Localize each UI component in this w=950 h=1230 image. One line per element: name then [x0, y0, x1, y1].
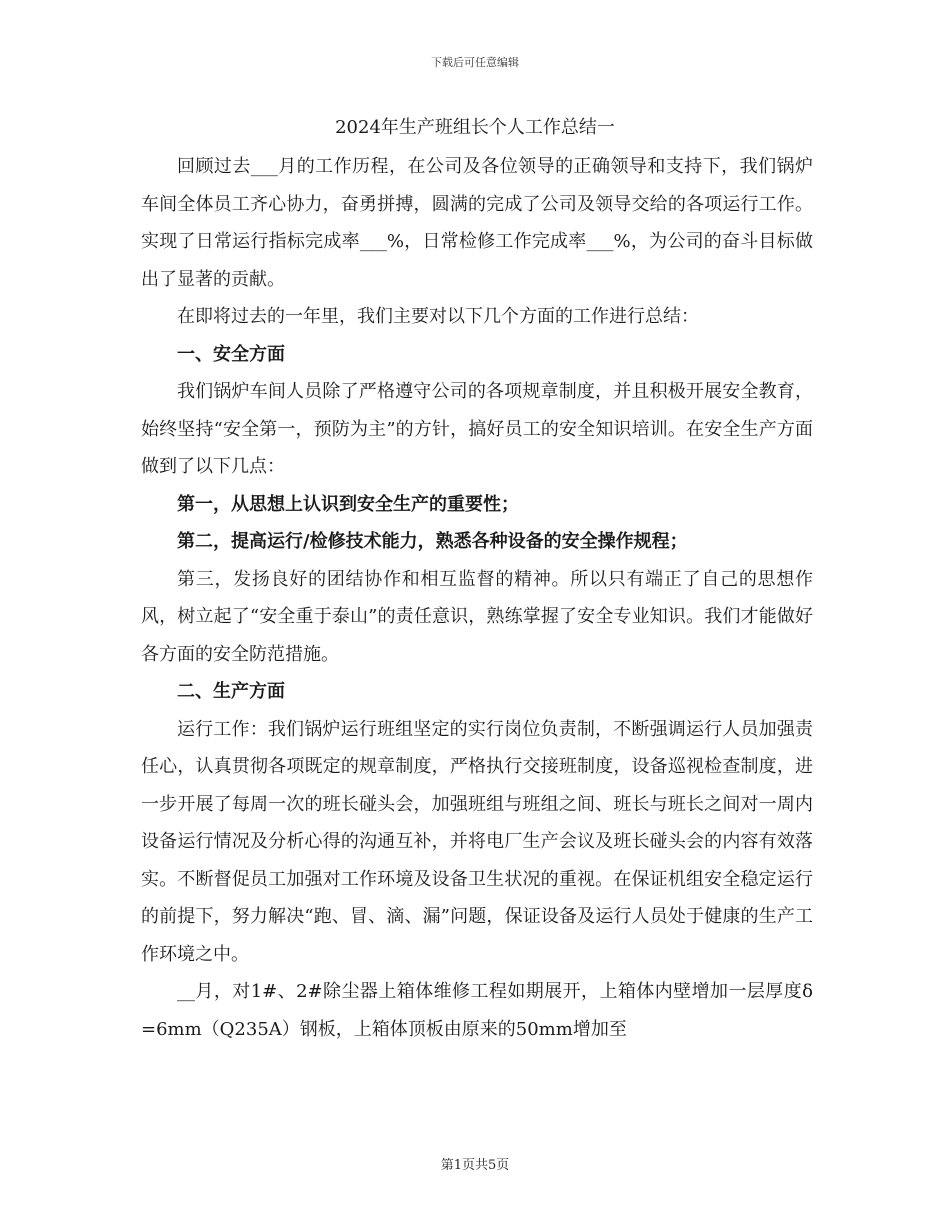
page-footer: 第1页共5页 [440, 1158, 510, 1173]
header-note: 下载后可任意编辑 [431, 56, 519, 69]
document-body [141, 148, 813, 1048]
safety-point-3: 第三，发扬良好的团结协作和相互监督的精神。所以只有端正了自己的思想作风，树立起了“安全重于泰山”的责任意识，熟练掌握了安全专业知识。我们才能做好各方面的安全防范措施。 [141, 568, 813, 665]
paragraph-operation: 运行工作：我们锅炉运行班组坚定的实行岗位负责制，不断强调运行人员加强责任心，认真贯彻各项既定的规章制度，严格执行交接班制度，设备巡视检查制度，进一步开展了每周一次的班长碰头会，加强班组与班组之间、班长与班长之间对一周内设备运行情况及分析心得的沟通互补，并将电厂生产会议及班长碰头会的内容有效落实。不断督促员工加强对工作环境及设备卫生状况的重视。在保证机组安全稳定运行的前提下，努力解决“跑、冒、滴、漏”问题，保证设备及运行人员处于健康的生产工作环境之中。 [141, 718, 813, 965]
safety-point-1: 第一，从思想上认识到安全生产的重要性； [177, 493, 519, 515]
paragraph-summary-lead: 在即将过去的一年里，我们主要对以下几个方面的工作进行总结： [177, 306, 699, 327]
paragraph-safety: 我们锅炉车间人员除了严格遵守公司的各项规章制度，并且积极开展安全教育，始终坚持“安全第一，预防为主”的方针，搞好员工的安全知识培训。在安全生产方面做到了以下几点： [141, 381, 813, 477]
paragraph-intro: 回顾过去___月的工作历程，在公司及各位领导的正确领导和支持下，我们锅炉车间全体员工齐心协力，奋勇拼搏，圆满的完成了公司及领导交给的各项运行工作。实现了日常运行指标完成率___%，日常检修工作完成率___%，为公司的奋斗目标做出了显著的贡献。 [141, 156, 813, 290]
safety-point-2: 第二，提高运行/检修技术能力，熟悉各种设备的安全操作规程； [177, 531, 688, 552]
document-title: 2024年生产班组长个人工作总结一 [335, 117, 615, 138]
section-heading-production: 二、生产方面 [177, 681, 285, 702]
paragraph-maintenance: __月，对1#、2#除尘器上箱体维修工程如期展开，上箱体内壁增加一层厚度δ=6mm（Q235A）钢板，上箱体顶板由原来的50mm增加至 [141, 981, 813, 1040]
section-heading-safety: 一、安全方面 [177, 343, 285, 365]
